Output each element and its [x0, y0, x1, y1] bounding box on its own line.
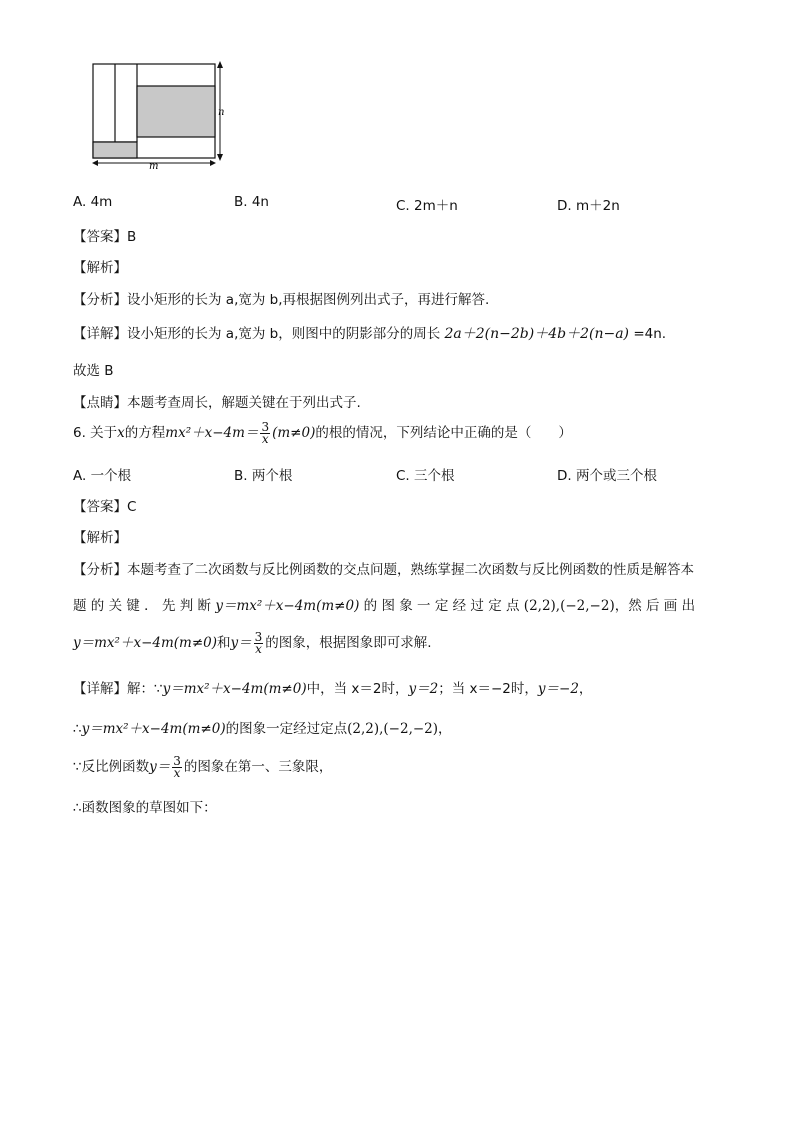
fenxi-line2-eq: y＝mx²＋x−4m(m≠0) — [215, 598, 360, 614]
frac-num: 3 — [254, 629, 263, 644]
fenxi-line2-b: 的 图 象 一 定 经 过 定 点 — [363, 598, 520, 614]
q5-option-d: D. m＋2n — [557, 198, 620, 214]
xiangjie-text: 设小矩形的长为 a,宽为 b，则图中的阴影部分的周长 — [127, 326, 441, 342]
q6-option-a: A. 一个根 — [73, 468, 132, 484]
label-m: m — [149, 161, 159, 172]
label-n: n — [218, 107, 225, 118]
xj2-c: ， — [438, 721, 452, 737]
answer-tag: 【答案】 — [73, 229, 127, 245]
q6-xiangjie-line1 — [73, 677, 592, 697]
xj1-d: ；当 x＝−2时， — [438, 681, 538, 697]
fenxi-line2-a: 题 的 关 键 ． 先 判 断 — [73, 598, 212, 614]
n-arrow-head-bottom — [217, 154, 223, 161]
xiangjie-tag: 【详解】 — [73, 326, 127, 342]
fenxi-line2-c: ，然 后 画 出 — [614, 598, 696, 614]
q6-option-c: C. 三个根 — [396, 468, 455, 484]
q6-mid: 的方程 — [124, 425, 166, 441]
frac-den: x — [261, 431, 269, 446]
q6-condition: (m≠0) — [272, 425, 316, 441]
dianjing-tag: 【点睛】 — [73, 395, 127, 411]
xj1-b: 中，当 x＝2时， — [306, 681, 409, 697]
fenxi-line3-and: 和 — [217, 635, 231, 651]
fenxi-line3-y: y＝ — [230, 635, 252, 651]
q5-option-a: A. 4m — [73, 194, 113, 210]
q6-xiangjie-line3 — [73, 752, 332, 782]
q6-option-d: D. 两个或三个根 — [557, 468, 657, 484]
fenxi-line2-pts: (2,2),(−2,−2) — [523, 598, 615, 614]
q6-fenxi-line1 — [73, 558, 694, 578]
xj3-a: ∵反比例函数 — [73, 759, 150, 775]
q6-stem — [73, 418, 572, 448]
q6-analysis-tag: 【解析】 — [73, 530, 127, 546]
xj3-y: y＝ — [149, 759, 171, 775]
q6-fenxi-line3 — [73, 628, 432, 658]
fenxi-tag: 【分析】 — [73, 562, 127, 578]
xj2-pts: (2,2),(−2,−2) — [347, 721, 439, 737]
q6-prefix: 6. 关于 — [73, 425, 118, 441]
q5-xiangjie-row — [73, 322, 666, 343]
xj2-b: 的图象一定经过定点 — [225, 721, 348, 737]
q6-xiangjie-line4: ∴函数图象的草图如下： — [73, 800, 217, 816]
shaded-region-bottom-left — [93, 142, 137, 158]
xj2-a: ∴ — [73, 721, 82, 737]
xj2-eq: y＝mx²＋x−4m(m≠0) — [81, 721, 226, 737]
xj3-fraction — [172, 753, 182, 780]
fenxi-tag: 【分析】 — [73, 292, 127, 308]
q5-answer-row — [73, 225, 136, 245]
answer-tag: 【答案】 — [73, 499, 127, 515]
xj1-f: ， — [578, 681, 593, 697]
q5-guxuan: 故选 B — [73, 363, 114, 379]
xj3-b: 的图象在第一、三象限， — [183, 759, 333, 775]
m-arrow-head-right — [210, 160, 216, 166]
xiangjie-tag: 【详解】 — [73, 681, 127, 697]
frac-num: 3 — [261, 419, 270, 434]
q5-option-c: C. 2m＋n — [396, 198, 458, 214]
xj1-eq: y＝mx²＋x−4m(m≠0) — [162, 681, 307, 697]
fenxi-line3-eq: y＝mx²＋x−4m(m≠0) — [73, 635, 218, 651]
q5-fenxi-row — [73, 288, 489, 308]
q6-eq-left: mx²＋x−4m＝ — [165, 425, 259, 441]
q6-suffix: 的根的情况，下列结论中正确的是（ ） — [315, 425, 572, 441]
answer-value: C — [127, 499, 137, 515]
q6-fraction — [260, 419, 270, 446]
xj1-a: 解：∵ — [127, 681, 163, 697]
perimeter-result: =4n. — [633, 326, 667, 342]
q6-fenxi-line2 — [73, 594, 695, 614]
rectangle-figure — [88, 58, 238, 172]
q5-option-b: B. 4n — [234, 194, 269, 210]
q5-dianjing-row — [73, 391, 361, 411]
xj1-e: y＝−2 — [537, 681, 579, 697]
q6-answer-row — [73, 495, 136, 515]
fenxi-line3-end: 的图象，根据图象即可求解. — [265, 635, 432, 651]
answer-value: B — [127, 229, 137, 245]
xj1-c: y＝2 — [408, 681, 439, 697]
fenxi-line3-fraction — [254, 629, 264, 656]
fenxi-text: 设小矩形的长为 a,宽为 b,再根据图例列出式子，再进行解答. — [127, 292, 490, 308]
shaded-region-right — [137, 86, 215, 137]
q5-analysis-tag: 【解析】 — [73, 260, 127, 276]
frac-den: x — [173, 765, 181, 780]
q6-xiangjie-line2 — [73, 717, 452, 737]
frac-den: x — [255, 641, 262, 656]
q6-option-b: B. 两个根 — [234, 468, 293, 484]
fenxi-line1-text: 本题考查了二次函数与反比例函数的交点问题，熟练掌握二次函数与反比例函数的性质是解答本 — [127, 562, 694, 578]
m-arrow-head-left — [92, 160, 98, 166]
dianjing-text: 本题考查周长，解题关键在于列出式子. — [127, 395, 361, 411]
q6-x: x — [117, 425, 125, 441]
perimeter-formula: 2a＋2(n−2b)＋4b＋2(n−a) — [444, 326, 630, 342]
n-arrow-head-top — [217, 61, 223, 68]
frac-num: 3 — [173, 753, 181, 768]
